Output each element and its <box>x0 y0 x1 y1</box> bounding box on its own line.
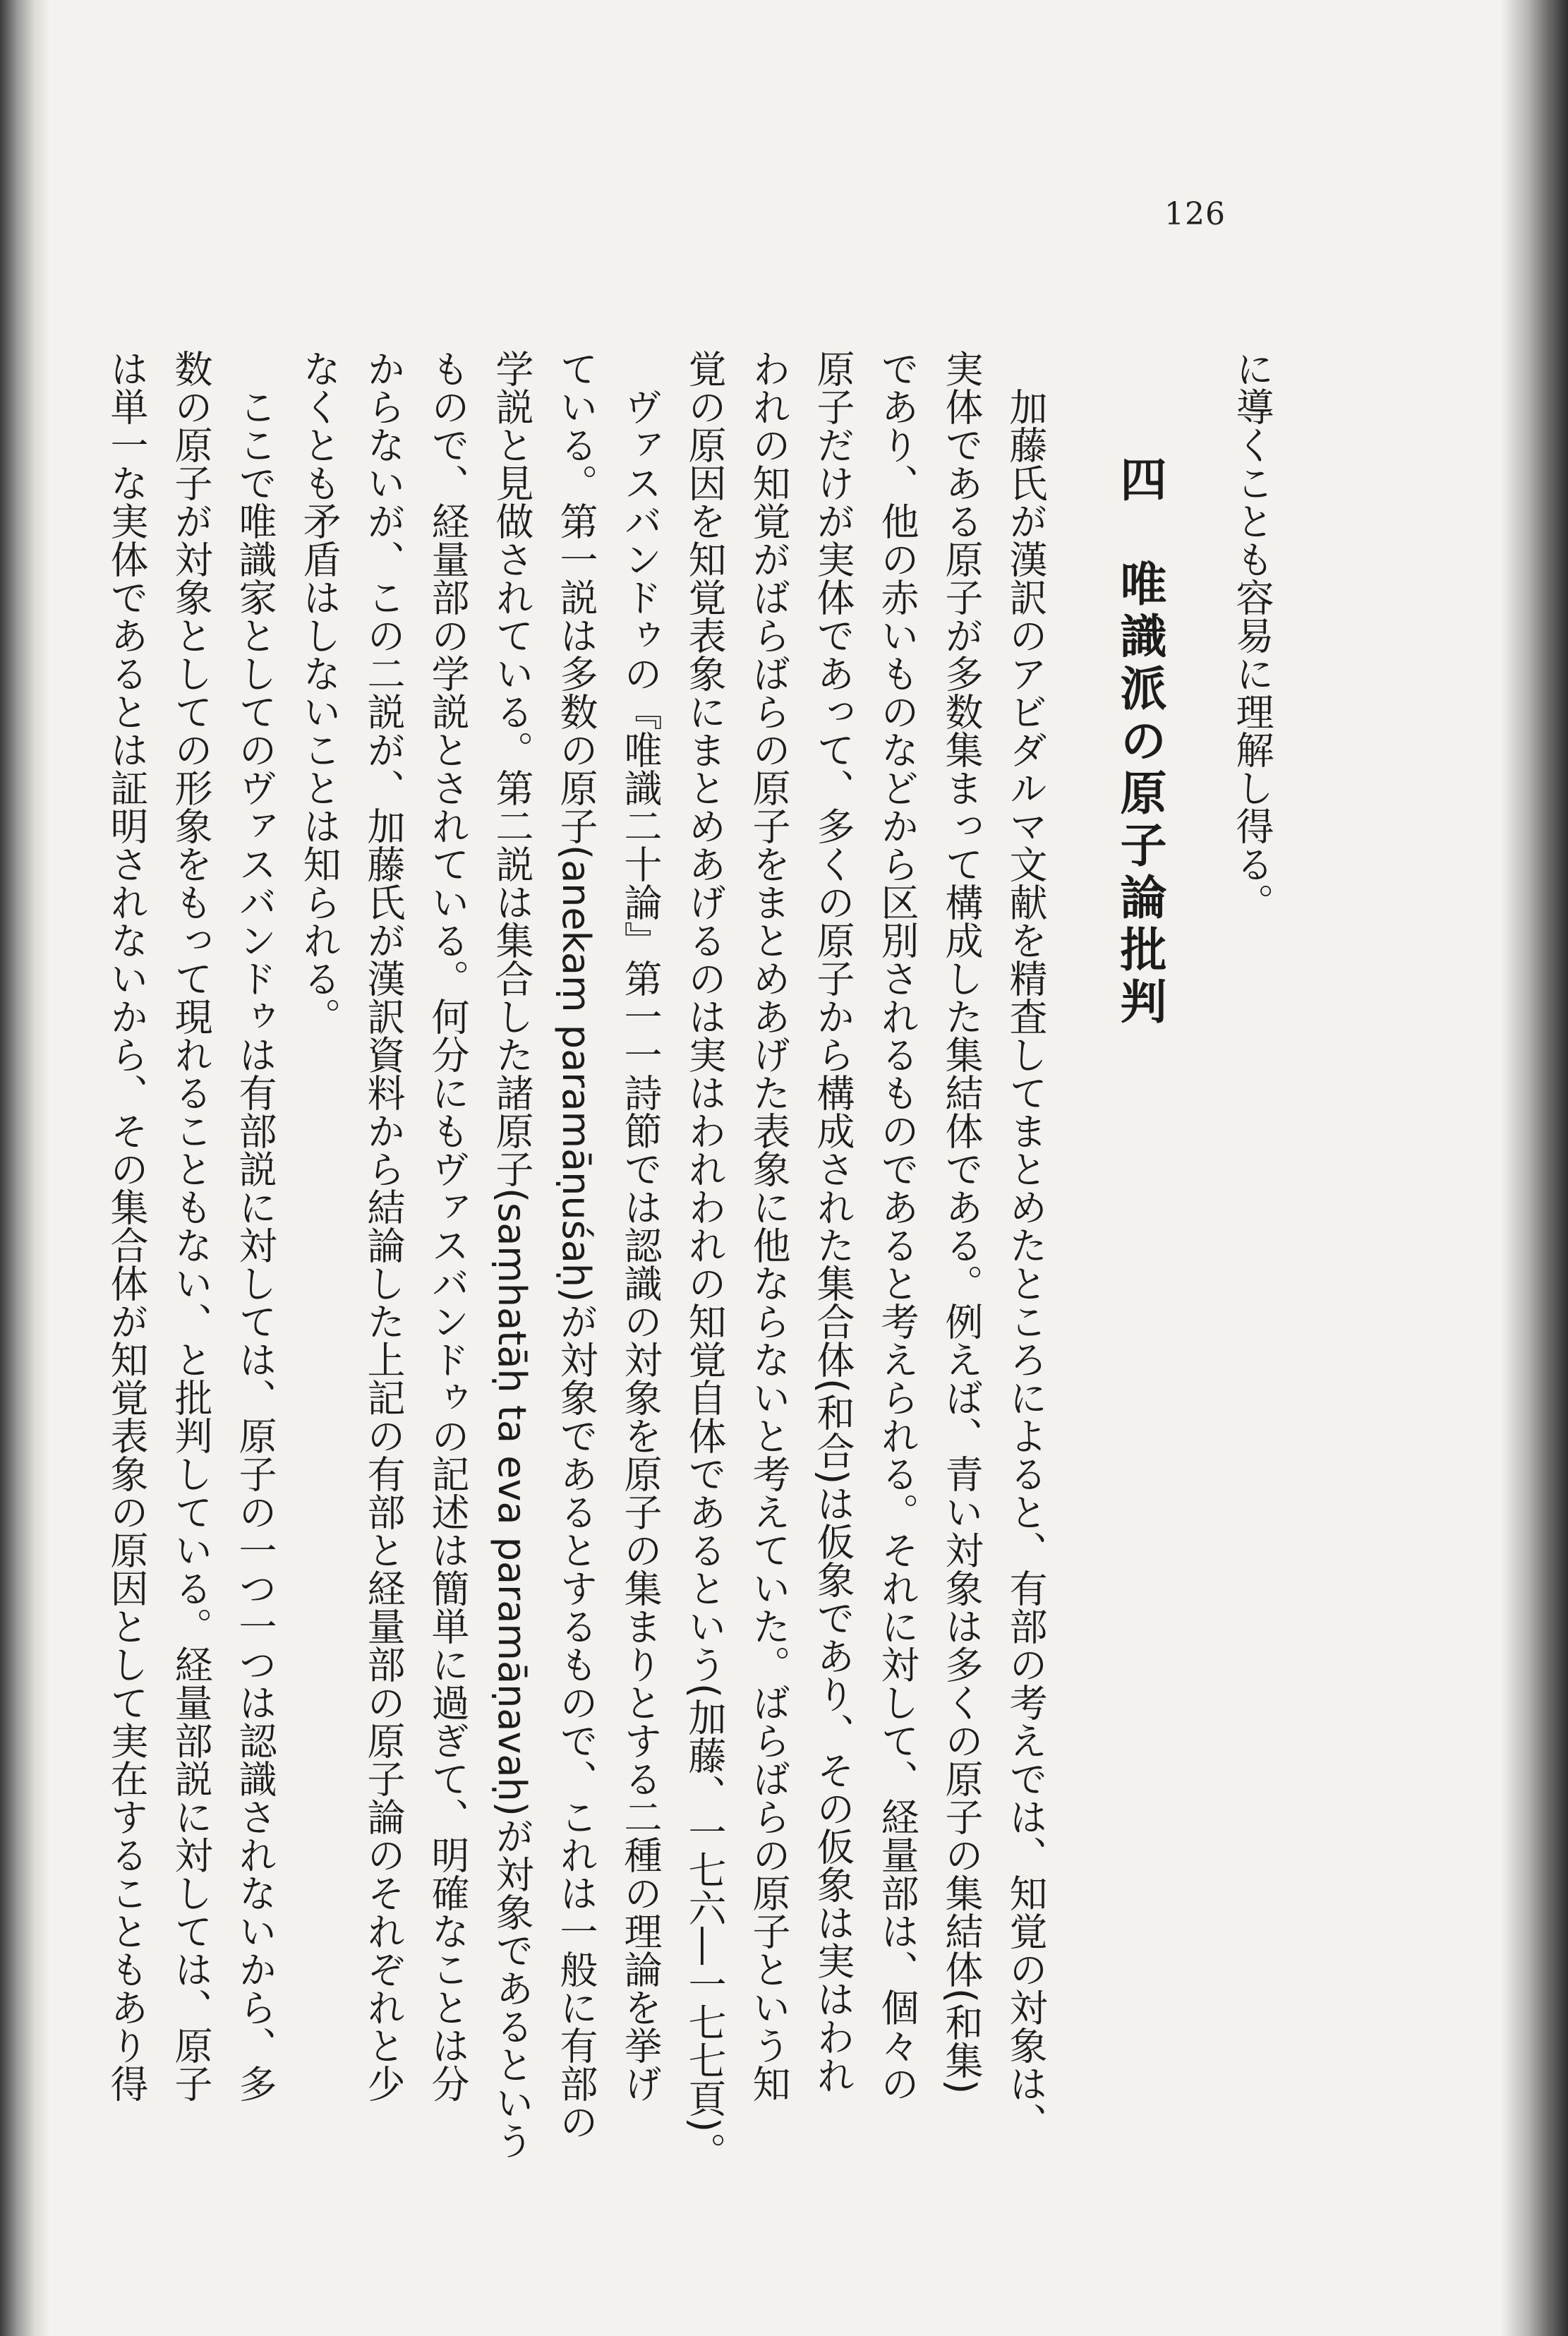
text-column: もので、経量部の学説とされている。何分にもヴァスバンドゥの記述は簡単に過ぎて、明確なことは分 <box>426 349 470 2102</box>
scan-shadow-right <box>1501 0 1568 2336</box>
text-column: 加藤氏が漢訳のアビダルマ文献を精査してまとめたところによると、有部の考えでは、知覚の対象は、 <box>1003 349 1048 2141</box>
text-column: なくとも矛盾はしないことは知られる。 <box>297 349 342 1035</box>
body-text <box>42 349 1284 2290</box>
page-number: 126 <box>1164 196 1226 232</box>
text-column: からないが、この二説が、加藤氏が漢訳資料から結論した上記の有部と経量部の原子論のそれぞれと少 <box>361 349 406 2102</box>
text-column: ている。第一説は多数の原子(anekaṃ paramāṇuśaḥ)が対象であるとするもので、これは一般に有部の <box>554 349 598 2141</box>
text-column: に導くことも容易に理解し得る。 <box>1230 349 1274 921</box>
section-heading: 四 唯識派の原子論批判 <box>1112 455 1166 1030</box>
text-column: 学説と見做されている。第二説は集合した諸原子(saṃhatāḥ ta eva paramāṇavaḥ)が対象であるという <box>490 349 534 2160</box>
text-column: ヴァスバンドゥの『唯識二十論』第一一詩節では認識の対象を原子の集まりとする二種の理論を挙げ <box>618 349 663 2102</box>
text-column: は単一な実体であるとは証明されないから、その集合体が知覚表象の原因として実在することもあり得 <box>104 349 149 2102</box>
text-column: われの知覚がばらばらの原子をまとめあげた表象に他ならないと考えていた。ばらばらの原子という知 <box>747 349 791 2102</box>
text-column: ここで唯識家としてのヴァスバンドゥは有部説に対しては、原子の一つ一つは認識されないから、多 <box>233 349 277 2102</box>
text-column: 原子だけが実体であって、多くの原子から構成された集合体(和合)は仮象であり、その仮象は実はわれ <box>811 349 855 2095</box>
text-column: 実体である原子が多数集まって構成した集結体である。例えば、青い対象は多くの原子の集結体(和集) <box>939 349 984 2095</box>
text-column: 数の原子が対象としての形象をもって現れることもない、と批判している。経量部説に対しては、原子 <box>169 349 213 2102</box>
text-column: であり、他の赤いものなどから区別されるものであると考えられる。それに対して、経量部は、個々の <box>875 349 919 2102</box>
text-column: 覚の原因を知覚表象にまとめあげるのは実はわれわれの知覚自体であるという(加藤、一七六―一七七頁)。 <box>682 349 727 2171</box>
